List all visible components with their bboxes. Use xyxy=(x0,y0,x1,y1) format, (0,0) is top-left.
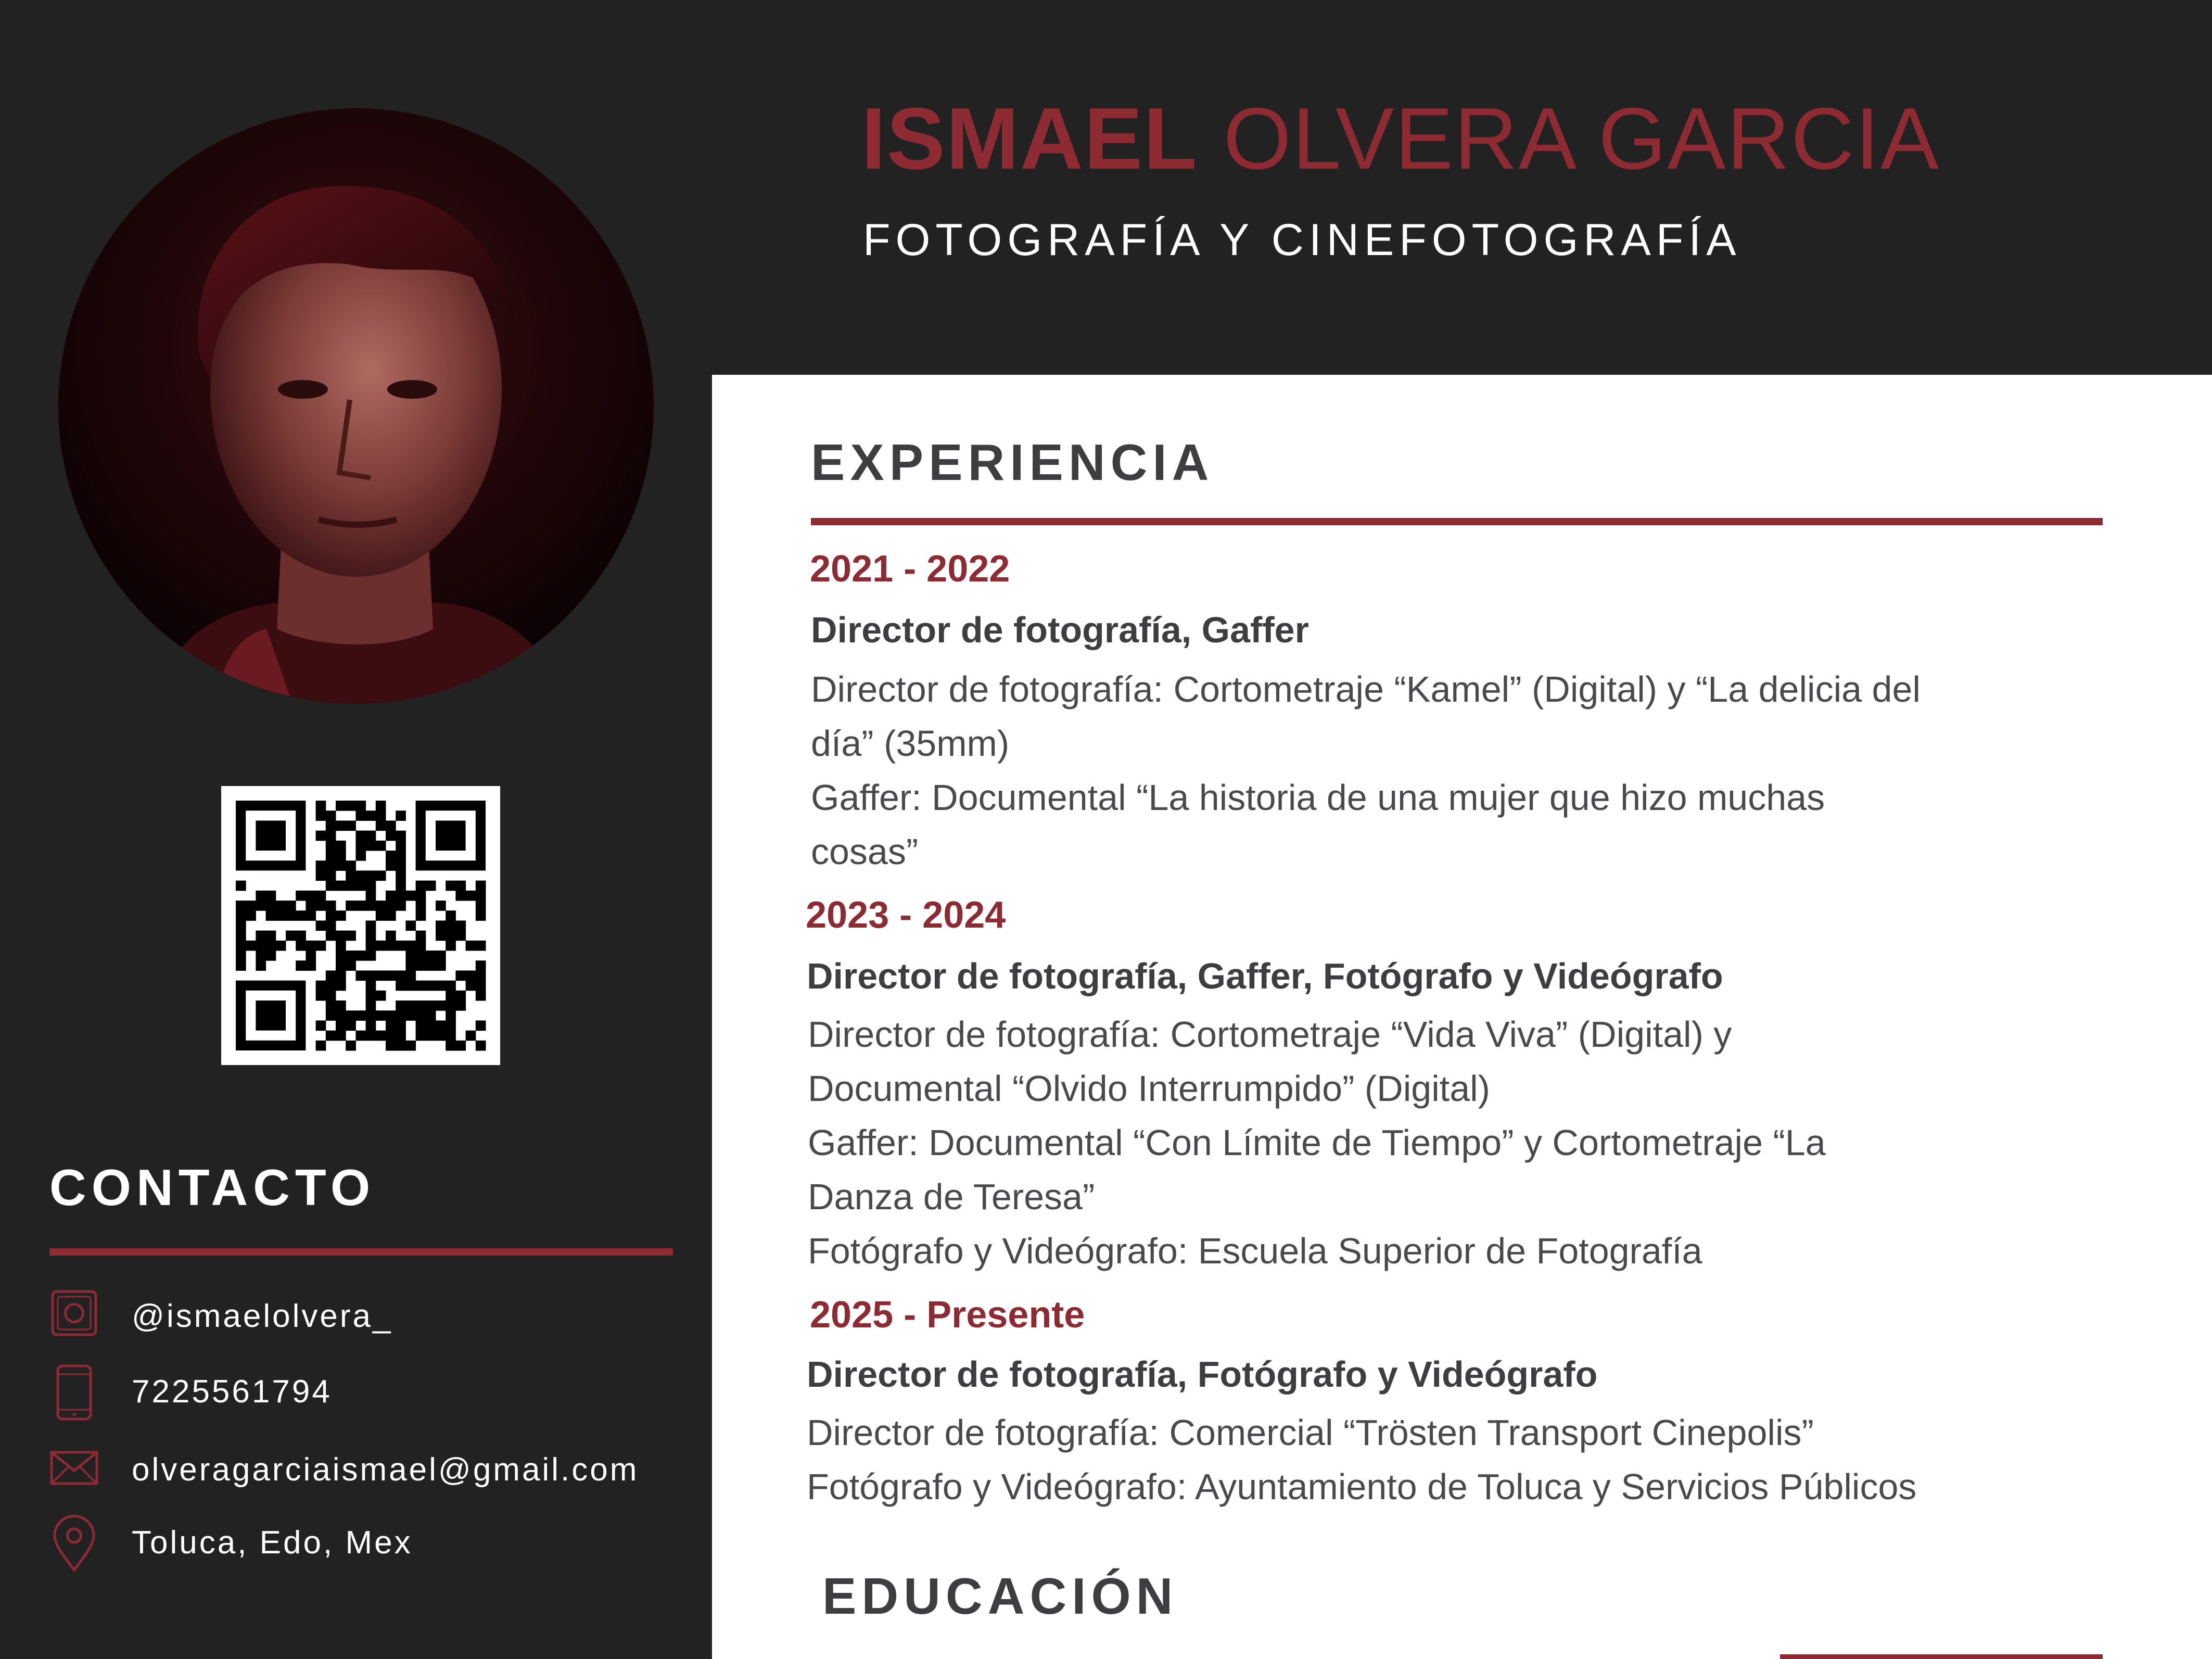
description-2 xyxy=(808,1007,1826,1278)
last-name: OLVERA GARCIA xyxy=(1223,90,1940,187)
first-name: ISMAEL xyxy=(861,90,1198,187)
qr-code[interactable] xyxy=(221,786,500,1065)
profile-photo-image xyxy=(58,108,654,704)
mail-icon xyxy=(49,1442,99,1497)
period-3: 2025 - Presente xyxy=(810,1294,1085,1336)
description-3 xyxy=(807,1405,1916,1514)
location-pin-icon xyxy=(49,1515,99,1569)
description-line: Director de fotografía: Comercial “Trösten Transport Cinepolis” xyxy=(807,1412,1814,1453)
role-1: Director de fotografía, Gaffer xyxy=(811,610,1309,650)
phone-icon xyxy=(49,1364,99,1419)
description-line: Fotógrafo y Videógrafo: Escuela Superior de Fotografía xyxy=(808,1231,1702,1271)
email-address: olveragarciaismael@gmail.com xyxy=(132,1452,639,1488)
description-line: Fotógrafo y Videógrafo: Ayuntamiento de Toluca y Servicios Públicos xyxy=(807,1466,1917,1507)
description-line: Danza de Teresa” xyxy=(808,1176,1095,1217)
description-line: cosas” xyxy=(811,831,919,872)
phone-number: 7225561794 xyxy=(132,1374,332,1410)
contact-location xyxy=(49,1515,700,1572)
contact-phone[interactable] xyxy=(49,1364,700,1421)
description-line: día” (35mm) xyxy=(811,723,1010,764)
description-line: Gaffer: Documental “La historia de una mujer que hizo muchas xyxy=(811,777,1825,818)
description-line: Director de fotografía: Cortometraje “Kamel” (Digital) y “La delicia del xyxy=(811,669,1921,710)
role-2: Director de fotografía, Gaffer, Fotógrafo y Videógrafo xyxy=(807,956,1723,996)
profession-subtitle: FOTOGRAFÍA Y CINEFOTOGRAFÍA xyxy=(863,215,1741,265)
education-divider xyxy=(1780,1654,2103,1659)
contact-email[interactable] xyxy=(49,1442,700,1499)
contact-divider xyxy=(49,1248,673,1256)
description-line: Gaffer: Documental “Con Límite de Tiempo” y Cortometraje “La xyxy=(808,1122,1826,1163)
instagram-handle: @ismaelolvera_ xyxy=(132,1298,393,1334)
period-2: 2023 - 2024 xyxy=(806,894,1006,936)
period-1: 2021 - 2022 xyxy=(810,548,1010,590)
experience-divider xyxy=(811,518,2103,525)
qr-code-image xyxy=(221,786,500,1065)
location-text: Toluca, Edo, Mex xyxy=(132,1525,413,1561)
description-line: Director de fotografía: Cortometraje “Vida Viva” (Digital) y xyxy=(808,1014,1732,1055)
contact-instagram[interactable] xyxy=(49,1288,700,1346)
person-name xyxy=(861,88,1940,189)
contact-heading: CONTACTO xyxy=(49,1159,376,1216)
experience-heading: EXPERIENCIA xyxy=(811,434,1214,491)
education-heading: EDUCACIÓN xyxy=(822,1567,1178,1625)
description-line: Documental “Olvido Interrumpido” (Digital) xyxy=(808,1068,1490,1109)
profile-photo xyxy=(58,108,654,704)
description-1 xyxy=(811,662,1921,879)
role-3: Director de fotografía, Fotógrafo y Videógrafo xyxy=(807,1354,1598,1395)
instagram-icon xyxy=(49,1288,99,1343)
